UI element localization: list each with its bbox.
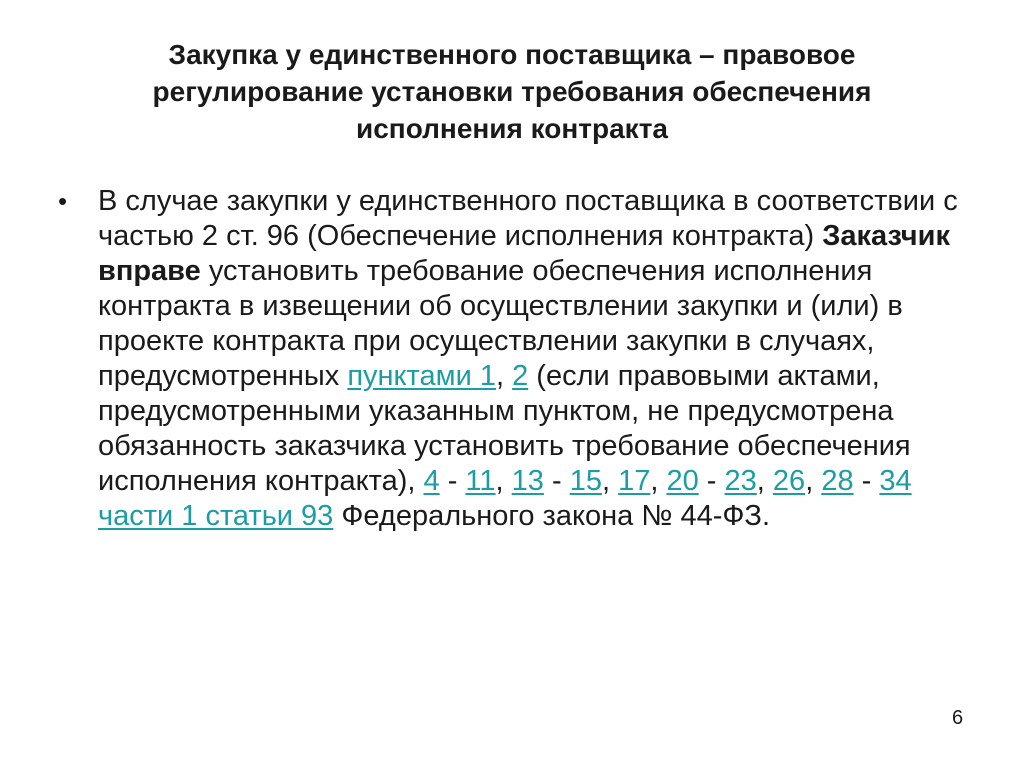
- separator: -: [439, 465, 466, 497]
- title-line-2: регулирование установки требования обеспечения: [152, 76, 872, 107]
- bold-phrase: Заказчик вправе: [98, 220, 950, 287]
- bullet-text: [98, 184, 978, 534]
- bullet-list: [58, 184, 978, 534]
- link-punkt-11[interactable]: 11: [465, 465, 496, 497]
- title-line-1: Закупка у единственного поставщика – правовое: [168, 39, 856, 70]
- link-punkt-15[interactable]: 15: [569, 465, 602, 497]
- title-line-3: исполнения контракта: [356, 113, 668, 144]
- bullet-icon: •: [58, 186, 68, 216]
- text-intro: В случае закупки у единственного поставщика в соответствии с частью 2 ст. 96 (Обеспечение исполнения контракта): [98, 185, 958, 252]
- link-punkt-17[interactable]: 17: [618, 465, 651, 497]
- bullet-item: [58, 184, 978, 534]
- link-punkt-23[interactable]: 23: [724, 465, 757, 497]
- link-punkt-34-article-93[interactable]: 34 части 1 статьи 93: [98, 465, 912, 532]
- separator: -: [543, 465, 570, 497]
- link-punkt-4[interactable]: 4: [423, 465, 440, 497]
- link-punkt-28[interactable]: 28: [821, 465, 854, 497]
- separator: ,: [495, 360, 513, 392]
- link-punkt-2[interactable]: 2: [512, 360, 529, 392]
- link-punkt-13[interactable]: 13: [511, 465, 544, 497]
- text-requirement: установить требование обеспечения исполнения контракта в извещении об осуществлении закупки и (или) в проекте контракта при осуществлении закупки в случаях, предусмотренных: [98, 255, 903, 392]
- slide-title: [60, 36, 964, 147]
- separator: ,: [601, 465, 619, 497]
- link-punkt-26[interactable]: 26: [772, 465, 806, 497]
- separator: ,: [495, 465, 512, 497]
- text-parenthetical: (если правовыми актами, предусмотренными указанным пунктом, не предусмотрена обязанность заказчика установить требование обеспечения исполнения контракта),: [98, 360, 911, 497]
- separator: ,: [805, 465, 822, 497]
- link-punkt-20[interactable]: 20: [666, 465, 699, 497]
- link-punktami-1[interactable]: пунктами 1: [347, 360, 496, 392]
- separator: ,: [756, 465, 773, 497]
- separator: -: [698, 465, 725, 497]
- page-number: 6: [952, 707, 964, 729]
- separator: -: [853, 465, 880, 497]
- text-law-reference: Федерального закона № 44-ФЗ.: [333, 500, 770, 532]
- separator: ,: [650, 465, 667, 497]
